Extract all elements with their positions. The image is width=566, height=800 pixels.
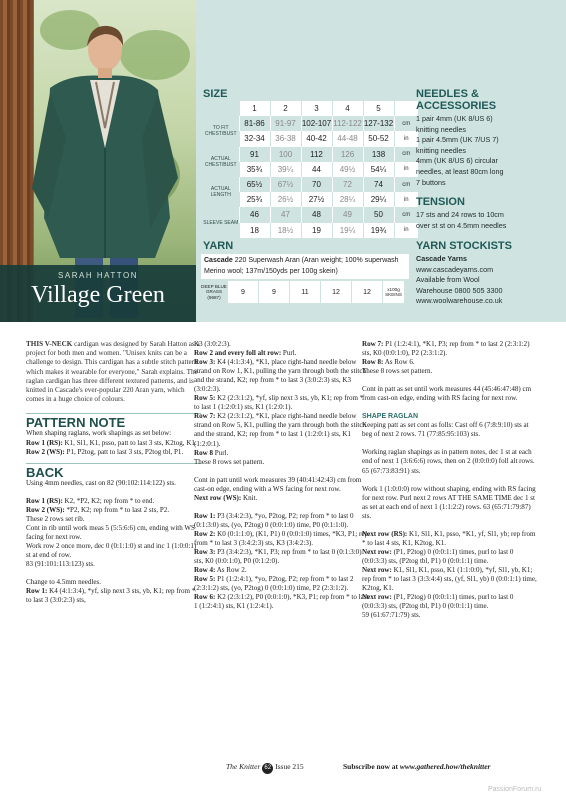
yarn-description [201, 254, 409, 279]
size-row: SLEEVE SEAM 46 47 48 49 50 cm [203, 207, 418, 222]
yarn-quantity-row: DEEP BLUE GRASS (9687) 9 9 11 12 12 x100g SKEINS [201, 281, 409, 303]
page-number: 62 [262, 763, 273, 774]
pattern-title: Village Green [31, 282, 165, 308]
size-row: ACTUAL CHEST/BUST 91 100 112 126 138 cm [203, 147, 418, 162]
tension-heading: TENSION [416, 196, 465, 208]
footer-subscribe: Subscribe now at www.gathered.how/theknitter [343, 762, 491, 771]
back-heading: BACK [26, 464, 64, 480]
size-row: 32-34 36-38 40-42 44-48 50-52 in [203, 131, 418, 146]
column-3: Row 7: P1 (1:2:4:1), *K1, P3; rep from * to last 2 (2:3:1:2) sts, K0 (0:0:1:0), P2 (2:3:1:2). Row 8: As Row 6. These 8 rows set pattern. Cont in patt as set until work measures 44 (45:46:47:48) cm from cast-on edge, ending with RS facing for next row. SHAPE RAGLAN Keeping patt as set cont as folls: Cast off 6 (7:8:9:10) sts at beg of next 2 rows. 71 (77:85:95:103) sts. Working raglan shapings as in pattern notes, dec 1 st at each end of next 1 (3:6:6:6) rows, then on 2 (0:0:0:0) foll alt rows. 65 (67:73:83:91) sts. Work 1 (1:0:0:0) row without shaping, ending with RS facing for next row. Purl next 2 rows AT THE SAME TIME dec 1 st as set at each end of next 1 (1:1:2:2) rows. 63 (65:71:79:87) sts. Next row (RS): K1, Sl1, K1, psso, *K1, yf, Sl1, yb; rep from * to last 4 sts, K1, K2tog, K1. Next row: (P1, P2tog) 0 (0:0:1:1) times, purl to last 0 (0:0:3:3) sts, (P2tog tbl, P1) 0 (0:0:1:1) time. Next row: K1, Sl1, K1, psso, K1 (1:1:0:0), *yf, Sl1, yb, K1; rep from * to last 3 (3:3:4:4) sts, (yf, Sl1, yb) 0 (0:0:1:1) time, K2tog, K1. Next row: (P1, P2tog) 0 (0:0:1:1) times, purl to last 0 (0:0:3:3) sts, (P2tog tbl, P1) 0 (0:0:1:1) time. 59 (61:67:71:79) sts. [362, 340, 537, 620]
column-1: THIS V-NECK cardigan was designed by Sarah Hatton as a project for both men and women. "Unisex knits can be a challenge to design. This cardigan has a subtle stitch pattern which makes it wearable for everyone," Sarah explains. The raglan cardigan has three different textured patterns, and is knitted in Cascade's ever-popular 220 Aran yarn, which comes in a huge choice of colours. PATTERN NOTE When shaping raglans, work shapings as set below: Row 1 (RS): K1, Sl1, K1, psso, patt to last 3 sts, K2tog, K1. Row 2 (WS): P1, P2tog, patt to last 3 sts, P2tog tbl, P1. BACK Using 4mm needles, cast on 82 (90:102:114:122) sts. Row 1 (RS): K2, *P2, K2; rep from * to end. Row 2 (WS): *P2, K2; rep from * to last 2 sts, P2. These 2 rows set rib. Cont in rib until work meas 5 (5:5:6:6) cm, ending with WS facing for next row. Work row 2 once more, dec 0 (0:1:1:0) st and inc 1 (1:0:0:1) st at end of row. 83 (91:101:113:123) sts. Change to 4.5mm needles. Row 1: K4 (4:1:3:4), *yf, slip next 3 sts, yb, K1; rep from * to last 3 (3:0:2:3) sts, [26, 340, 200, 605]
size-header-row: 1 2 3 4 5 [203, 101, 418, 116]
size-row: 35¾ 39¼ 44 49½ 54¼ in [203, 162, 418, 177]
stockists-text: Cascade Yarns www.cascadeyarns.com Available from Wool Warehouse 0800 505 3300 www.woolwarehouse.co.uk [416, 254, 503, 306]
size-row: ACTUAL LENGTH 65½ 67½ 70 72 74 cm [203, 177, 418, 192]
needles-list: 1 pair 4mm (UK 8/US 6) knitting needles 1 pair 4.5mm (UK 7/US 7) knitting needles 4mm (UK 8/US 6) circular needles, at least 80cm long 7 buttons [416, 114, 504, 187]
yarn-details: 220 Superwash Aran (Aran weight; 100% superwash Merino wool; 137m/150yds per 100g skein) [204, 257, 399, 275]
size-row: 25¾ 26½ 27½ 28¼ 29¼ in [203, 192, 418, 207]
size-heading: SIZE [203, 88, 228, 100]
footer-magazine: The Knitter 62 Issue 215 [226, 762, 304, 774]
yarn-heading: YARN [203, 240, 234, 252]
size-table [203, 101, 418, 238]
yarn-unit: x100g SKEINS [382, 281, 404, 303]
yarn-colour: DEEP BLUE GRASS (9687) [201, 283, 227, 300]
divider [26, 413, 201, 414]
size-row: TO FIT CHEST/BUST 81-86 91-97 102-107 112-122 127-132 cm [203, 116, 418, 131]
watermark: PassionForum.ru [488, 786, 542, 793]
column-2: K3 (3:0:2:3). Row 2 and every foll alt row: Purl. Row 3: K4 (4:1:3:4), *K1, place right-hand needle below strand on Row 1, K1, pulling the yarn through both the stitch and the strand, K2; rep from * to last 3 (3:0:2:3) sts, K3 (3:0:2:3). Row 5: K2 (2:3:1:2), *yf, slip next 3 sts, yb, K1; rep from * to last 1 (1:2:0:1) sts, K1 (1:2:0:1). Row 7: K2 (2:3:1:2), *K1, place right-hand needle below strand on Row 5, K1, pulling the yarn through both the stitch and the strand, K2; rep from * to last 1 (1:2:0:1) sts, K1 (1:2:0:1). Row 8 Purl. These 8 rows set pattern. Cont in patt until work measures 39 (40:41:42:43) cm from cast-on edge, ending with a WS facing for next row. Next row (WS): Knit. Row 1: P3 (3:4:2:3), *yo, P2tog, P2; rep from * to last 0 (0:1:3:0) sts, (yo, P2tog) 0 (0:0:1:0) time, P0 (0:1:1:0). Row 2: K0 (0:1:1:0), (K1, P1) 0 (0:0:1:0) times, *K3, P1; rep from * to last 3 (3:4:2:3) sts, K3 (3:4:2:3). Row 3: P3 (3:4:2:3), *K1, P3; rep from * to last 0 (0:1:3:0) sts, K0 (0:0:1:0), P0 (0:1:2:0). Row 4: As Row 2. Row 5: P1 (1:2:4:1), *yo, P2tog, P2; rep from * to last 2 (2:3:1:2) sts, (yo, P2tog) 0 (0:0:1:0) time, P2 (2:3:1:2). Row 6: K2 (2:3:1:2), P0 (0:0:1:0), *K3, P1; rep from * to last 1 (1:2:4:1) sts, K1 (1:2:4:1). [194, 340, 369, 611]
hero-photo [0, 0, 196, 322]
yarn-brand: Cascade [204, 257, 233, 264]
tension-text: 17 sts and 24 rows to 10cm over st st on 4.5mm needles [416, 210, 507, 230]
designer-name: SARAH HATTON [58, 271, 138, 280]
subscribe-link[interactable]: www.gathered.how/theknitter [399, 762, 491, 771]
pattern-note-heading: PATTERN NOTE [26, 415, 126, 431]
intro-paragraph: THIS V-NECK cardigan was designed by Sarah Hatton as a project for both men and women. "Unisex knits can be a challenge to design. This cardigan has a subtle stitch pattern which makes it wearable for everyone," Sarah explains. The raglan cardigan has three different textured patterns, and is knitted in Cascade's ever-popular 220 Aran yarn, which comes in a huge choice of colours. [26, 340, 200, 404]
size-row: 18 18½ 19 19¼ 19¾ in [203, 223, 418, 238]
divider [26, 463, 201, 464]
needles-heading: NEEDLES & ACCESSORIES [416, 88, 497, 112]
stockists-heading: YARN STOCKISTS [416, 240, 512, 252]
shape-raglan-heading: SHAPE RAGLAN [362, 413, 419, 421]
